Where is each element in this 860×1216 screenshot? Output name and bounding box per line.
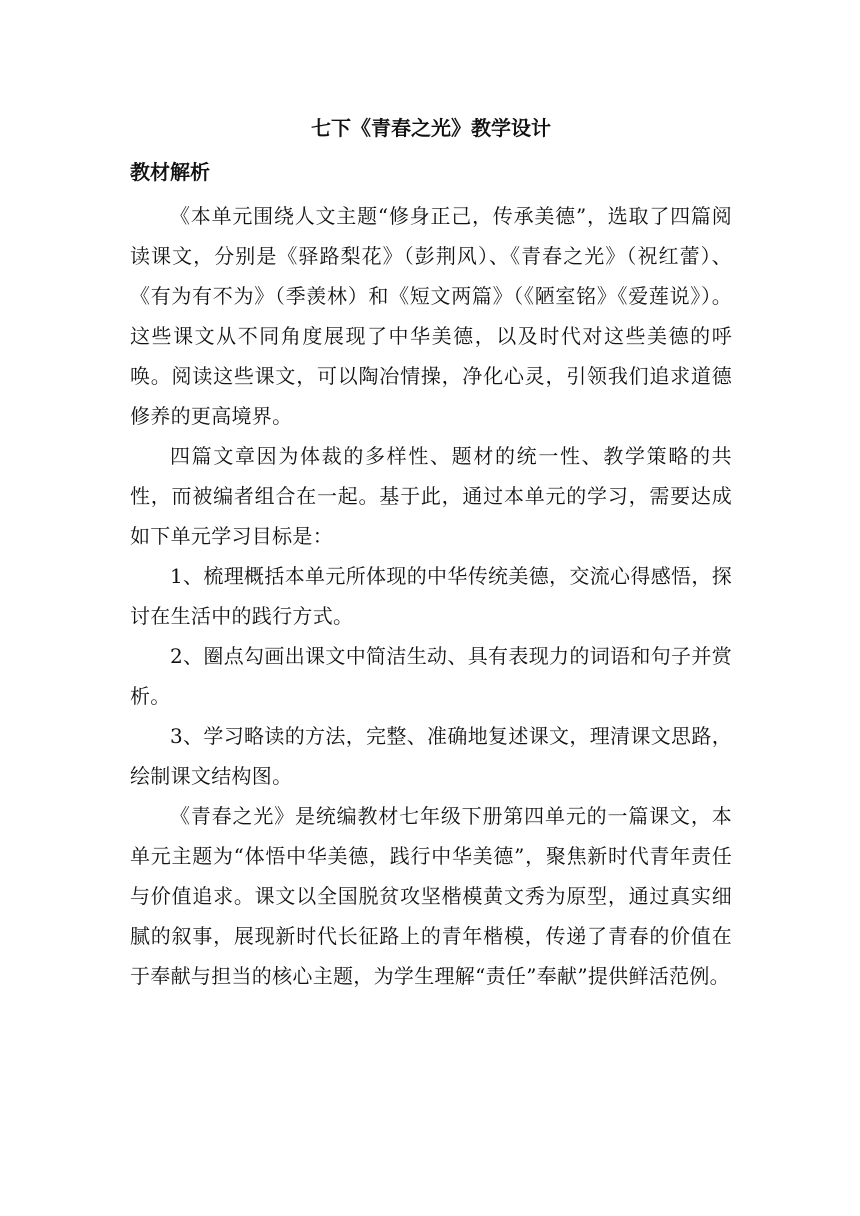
page-title: 七下《青春之光》教学设计 xyxy=(311,116,551,140)
paragraph-goal-1: 1、梳理概括本单元所体现的中华传统美德，交流心得感悟，探讨在生活中的践行方式。 xyxy=(130,564,732,628)
paragraph-unit-goals: 四篇文章因为体裁的多样性、题材的统一性、教学策略的共性，而被编者组合在一起。基于此，通过本单元的学习，需要达成如下单元学习目标是： xyxy=(130,444,732,548)
paragraph-text-analysis: 《青春之光》是统编教材七年级下册第四单元的一篇课文，本单元主题为“体悟中华美德，践行中华美德”，聚焦新时代青年责任与价值追求。课文以全国脱贫攻坚楷模黄文秀为原型，通过真实细腻的叙事，展现新时代长征路上的青年楷模，传递了青春的价值在于奉献与担当的核心主题，为学生理解“责任”奉献”提供鲜活范例。 xyxy=(130,804,732,988)
paragraph-goal-2: 2、圈点勾画出课文中简洁生动、具有表现力的词语和句子并赏析。 xyxy=(130,644,732,708)
document-body xyxy=(130,196,732,996)
paragraph-unit-intro: 《本单元围绕人文主题“修身正己，传承美德”，选取了四篇阅读课文，分别是《驿路梨花》（彭荆风）、《青春之光》（祝红蕾）、《有为有不为》（季羡林）和《短文两篇》（《陋室铭》《爱莲说》）。这些课文从不同角度展现了中华美德，以及时代对这些美德的呼唤。阅读这些课文，可以陶冶情操，净化心灵，引领我们追求道德修养的更高境界。 xyxy=(130,204,732,428)
paragraph-goal-3: 3、学习略读的方法，完整、准确地复述课文，理清课文思路，绘制课文结构图。 xyxy=(130,724,732,788)
section-heading: 教材解析 xyxy=(130,160,210,184)
